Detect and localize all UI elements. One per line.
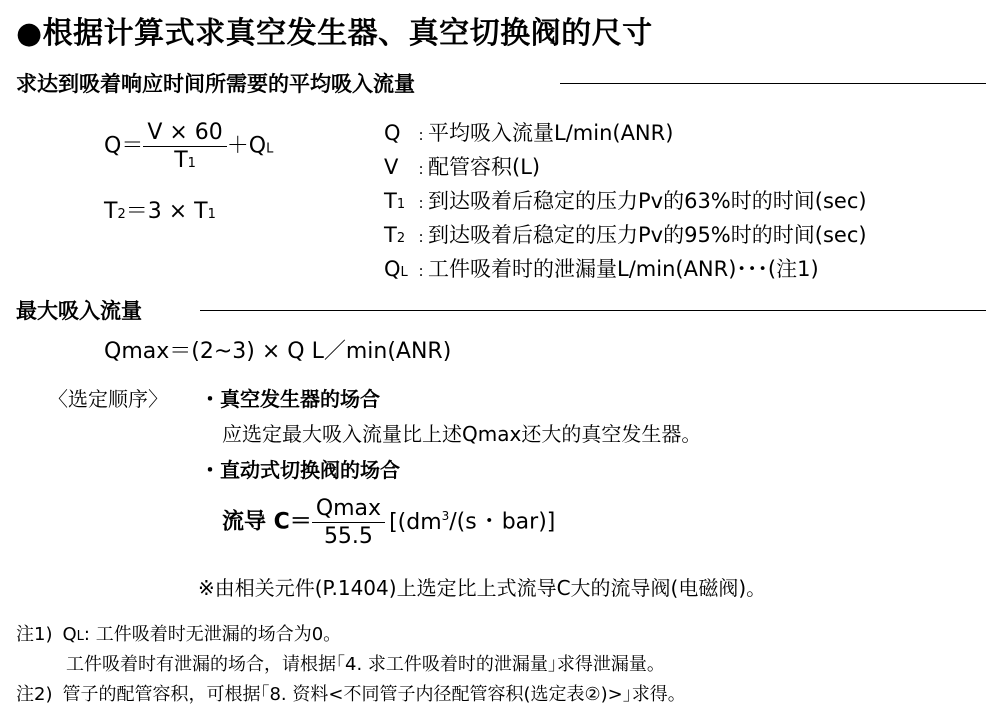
procedure-label: 〈选定顺序〉 bbox=[48, 387, 168, 411]
procedure-item1-title: ・真空发生器的场合 bbox=[200, 387, 380, 411]
definition-q: Q : 平均吸入流量L/min(ANR) bbox=[384, 121, 674, 145]
procedure-item1-text: 应选定最大吸入流量比上述Qmax还大的真空发生器。 bbox=[222, 422, 702, 446]
definition-t2: T2 : 到达吸着后稳定的压力Pv的95%时的时间(sec) bbox=[384, 223, 867, 247]
section-heading-max-flow: 最大吸入流量 bbox=[16, 299, 142, 323]
section-rule bbox=[560, 83, 986, 84]
formula-average-flow bbox=[104, 120, 273, 173]
formula-ql-sub: L bbox=[266, 141, 274, 157]
section-rule bbox=[200, 310, 986, 311]
formula-plus-ql: ＋Q bbox=[226, 133, 267, 159]
procedure-item2-note: ※由相关元件(P.1404)上选定比上式流导C大的流导阀(电磁阀)。 bbox=[198, 576, 767, 600]
formula-numerator: V × 60 bbox=[143, 120, 226, 147]
formula-denominator: T1 bbox=[174, 148, 196, 173]
definition-ql: QL : 工件吸着时的泄漏量L/min(ANR)･･･(注1) bbox=[384, 257, 819, 281]
note-1: 注1) QL: 工件吸着时无泄漏的场合为0。 bbox=[16, 624, 342, 645]
formula-conductance: 流导 C＝ $\frac{Qmax}{55.5}$ [($dm^3/(s$ ･ bar)] bbox=[222, 496, 556, 549]
page-title: ●根据计算式求真空发生器、真空切换阀的尺寸 bbox=[16, 16, 653, 51]
procedure-item2-title: ・直动式切换阀的场合 bbox=[200, 458, 400, 482]
conductance-fraction: $\frac{Qmax}{55.5}$ bbox=[312, 496, 385, 549]
formula-fraction bbox=[143, 120, 226, 173]
definitions-list bbox=[384, 118, 867, 288]
definition-t1: T1 : 到达吸着后稳定的压力Pv的63%时的时间(sec) bbox=[384, 189, 867, 213]
note-1-continued: 工件吸着时有泄漏的场合，请根据｢4. 求工件吸着时的泄漏量｣求得泄漏量。 bbox=[66, 654, 665, 675]
section-heading-average-flow: 求达到吸着响应时间所需要的平均吸入流量 bbox=[16, 72, 415, 96]
formula-t2: T2＝3 × T1 bbox=[104, 199, 216, 224]
formula-lhs: Q＝ bbox=[104, 133, 144, 159]
definition-v: V : 配管容积(L) bbox=[384, 155, 541, 179]
formula-qmax: Qmax＝(2~3) × Q L／min(ANR) bbox=[104, 339, 452, 364]
note-2: 注2) 管子的配管容积，可根据｢8. 资料<不同管子内径配管容积(选定表②)>｣求得。 bbox=[16, 684, 686, 705]
